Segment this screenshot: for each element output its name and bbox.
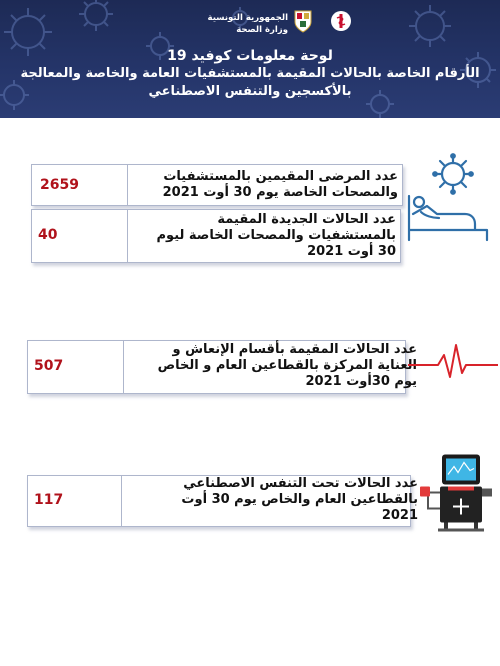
stat-label-line2: العناية المركزة بالقطاعين العام و الخاص: [157, 358, 417, 373]
page-subtitle-line1: الأرقام الخاصة بالحالات المقيمة بالمستشفيات العامة والخاصة والمعالجة: [20, 66, 480, 81]
stat-label-line1: عدد الحالات الجديدة المقيمة: [217, 212, 396, 227]
hospital-bed-icon: [403, 152, 493, 247]
stat-card-hospitalized: [31, 164, 403, 206]
stat-card-intensive-care: [27, 340, 417, 394]
stat-value: 117: [34, 492, 64, 508]
stat-label-line3: يوم 30أوت 2021: [305, 374, 417, 389]
stat-value: 507: [34, 358, 64, 374]
stat-value: 2659: [40, 177, 79, 193]
ventilator-icon: [418, 450, 498, 535]
stat-label-line1: عدد المرضى المقيمين بالمستشفيات: [163, 169, 398, 184]
virus-icon: [409, 5, 451, 47]
stat-label: [117, 342, 417, 390]
org-name-ministry: وزارة الصحة: [236, 25, 288, 35]
header-banner: [0, 0, 500, 118]
org-name-republic: الجمهورية التونسية: [207, 13, 288, 23]
stat-label: [128, 169, 398, 201]
health-ministry-logo-icon: [330, 9, 352, 33]
heartbeat-icon: [408, 343, 498, 383]
virus-icon: [433, 154, 473, 194]
stat-label-line1: عدد الحالات تحت التنفس الاصطناعي: [183, 476, 418, 491]
page-title: لوحة معلومات كوفيد 19: [167, 48, 333, 64]
stat-label-line3: 30 أوت 2021: [307, 244, 396, 259]
stat-label: [128, 212, 396, 260]
virus-icon: [79, 0, 113, 31]
stat-label-line2: بالمستشفيات والمصحات الخاصة ليوم: [156, 228, 396, 243]
stat-label-line2: والمصحات الخاصة يوم 30 أوت 2021: [162, 185, 398, 200]
stat-divider: [121, 476, 122, 526]
stat-label: [128, 476, 418, 524]
stat-value: 40: [38, 227, 58, 243]
page-subtitle-line2: بالأكسجين والتنفس الاصطناعي: [148, 84, 352, 99]
tunisia-emblem-icon: [293, 9, 313, 33]
stat-label-line1: عدد الحالات المقيمة بأقسام الإنعاش و: [172, 342, 417, 357]
stat-card-new-cases: [31, 209, 401, 263]
stat-label-line2: بالقطاعين العام والخاص يوم 30 أوت: [181, 492, 418, 507]
stat-label-line3: 2021: [381, 508, 418, 523]
stat-card-ventilation: [27, 475, 418, 527]
